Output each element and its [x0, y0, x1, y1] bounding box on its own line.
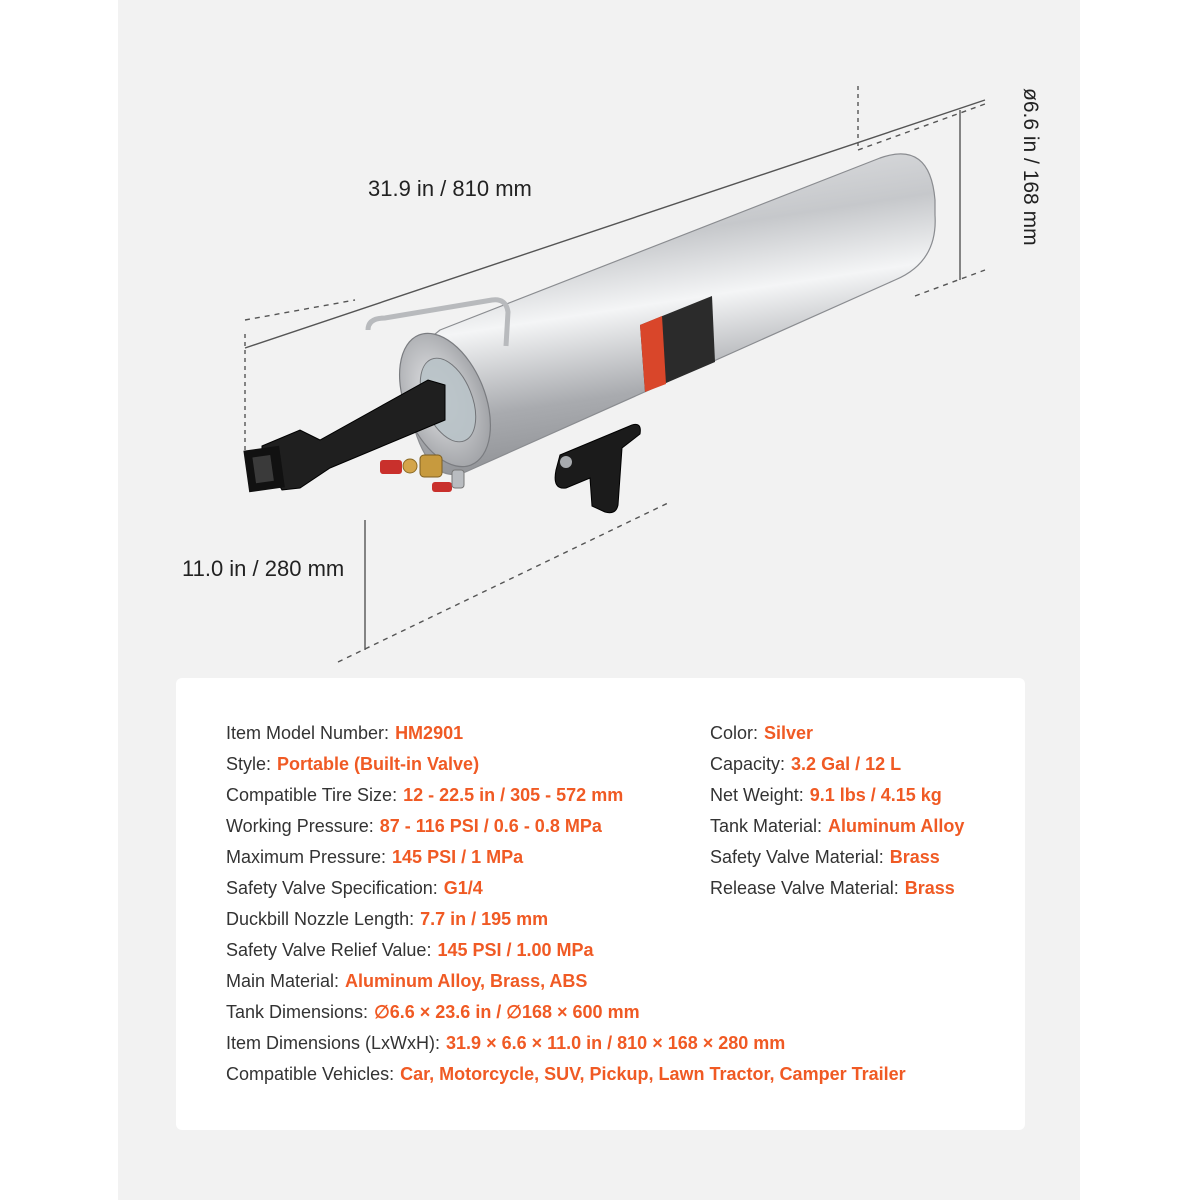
spec-value: G1/4: [443, 878, 483, 898]
spec-label: Duckbill Nozzle Length:: [226, 909, 415, 929]
spec-value: Car, Motorcycle, SUV, Pickup, Lawn Tractor, Camper Trailer: [400, 1064, 906, 1084]
specs-right-column: [710, 718, 964, 904]
spec-label: Safety Valve Material:: [710, 847, 884, 867]
spec-row: [710, 718, 964, 749]
spec-row: [226, 966, 906, 997]
spec-label: Release Valve Material:: [710, 878, 899, 898]
spec-label: Capacity:: [710, 754, 786, 774]
spec-value: 31.9 × 6.6 × 11.0 in / 810 × 168 × 280 mm: [446, 1033, 786, 1053]
spec-row: [226, 935, 906, 966]
spec-label: Safety Valve Relief Value:: [226, 940, 432, 960]
safety-valve-brass: [420, 455, 442, 477]
diameter-dimension-label: ø6.6 in / 168 mm: [1019, 88, 1042, 246]
spec-row: [710, 873, 964, 904]
release-valve-red: [380, 460, 402, 474]
spec-label: Compatible Vehicles:: [226, 1064, 395, 1084]
spec-label: Tank Dimensions:: [226, 1002, 369, 1022]
spec-label: Color:: [710, 723, 759, 743]
spec-row: [226, 997, 906, 1028]
diameter-top-guide: [858, 104, 985, 150]
spec-row: [710, 842, 964, 873]
spec-value: 12 - 22.5 in / 305 - 572 mm: [403, 785, 624, 805]
spec-value: 3.2 Gal / 12 L: [791, 754, 902, 774]
spec-label: Item Dimensions (LxWxH):: [226, 1033, 441, 1053]
spec-label: Style:: [226, 754, 272, 774]
spec-label: Item Model Number:: [226, 723, 390, 743]
brass-fitting: [403, 459, 417, 473]
duckbill-nozzle: [243, 380, 445, 492]
spec-value: 9.1 lbs / 4.15 kg: [809, 785, 942, 805]
spec-value: Aluminum Alloy, Brass, ABS: [345, 971, 588, 991]
spec-row: [226, 1059, 906, 1090]
valve-lever-red: [432, 482, 452, 492]
spec-value: 145 PSI / 1.00 MPa: [437, 940, 594, 960]
spec-row: [226, 904, 906, 935]
valve-body-silver: [452, 470, 464, 488]
diameter-bottom-guide: [915, 270, 985, 296]
spec-label: Safety Valve Specification:: [226, 878, 438, 898]
spec-value: HM2901: [395, 723, 464, 743]
length-dimension-label: 31.9 in / 810 mm: [368, 176, 532, 201]
spec-value: 7.7 in / 195 mm: [420, 909, 549, 929]
tank: [368, 154, 935, 480]
spec-label: Main Material:: [226, 971, 340, 991]
pistol-grip: [555, 424, 640, 512]
spec-row: [710, 749, 964, 780]
spec-row: [710, 811, 964, 842]
spec-value: ∅6.6 × 23.6 in / ∅168 × 600 mm: [374, 1002, 640, 1022]
spec-value: 87 - 116 PSI / 0.6 - 0.8 MPa: [379, 816, 602, 836]
height-dimension-label: 11.0 in / 280 mm: [182, 556, 345, 581]
spec-value: Brass: [904, 878, 955, 898]
spec-label: Maximum Pressure:: [226, 847, 387, 867]
spec-value: Aluminum Alloy: [828, 816, 965, 836]
spec-value: Brass: [889, 847, 940, 867]
spec-label: Working Pressure:: [226, 816, 374, 836]
spec-row: [226, 1028, 906, 1059]
spec-label: Tank Material:: [710, 816, 823, 836]
spec-row: [710, 780, 964, 811]
spec-label: Compatible Tire Size:: [226, 785, 398, 805]
height-bottom-guide: [338, 503, 668, 662]
specifications-card: [176, 678, 1025, 1130]
spec-value: 145 PSI / 1 MPa: [392, 847, 524, 867]
spec-label: Net Weight:: [710, 785, 804, 805]
spec-value: Portable (Built-in Valve): [277, 754, 480, 774]
spec-value: Silver: [764, 723, 814, 743]
